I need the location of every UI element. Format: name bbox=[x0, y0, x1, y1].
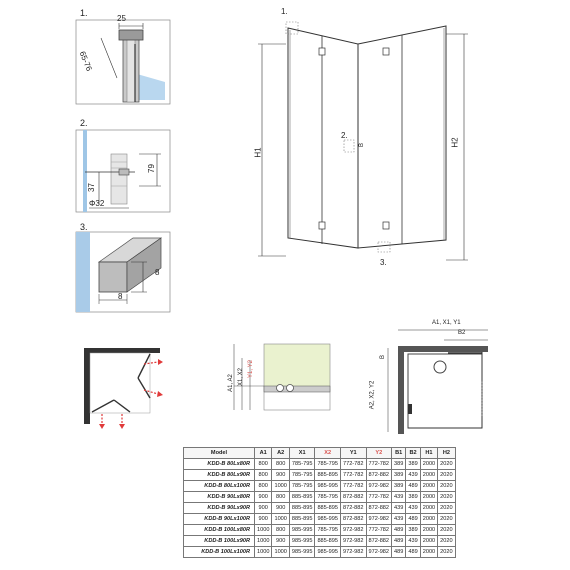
detail-3-dim-8-horizontal: 8 bbox=[118, 292, 123, 301]
cell: 2020 bbox=[438, 481, 455, 492]
table-row bbox=[184, 492, 456, 503]
front-center-b: B bbox=[359, 142, 366, 148]
cell: 885-895 bbox=[315, 536, 341, 547]
col-b1: B1 bbox=[392, 448, 406, 459]
cell: 785-795 bbox=[315, 492, 341, 503]
col-h2: H2 bbox=[438, 448, 455, 459]
table-row bbox=[184, 481, 456, 492]
cell: 885-895 bbox=[315, 470, 341, 481]
cell: 785-795 bbox=[289, 481, 315, 492]
cell: 2020 bbox=[438, 459, 455, 470]
cell: 772-782 bbox=[340, 481, 366, 492]
cell: 489 bbox=[406, 514, 420, 525]
cell: 785-795 bbox=[315, 459, 341, 470]
cell: 900 bbox=[255, 492, 272, 503]
cell: 800 bbox=[272, 459, 289, 470]
col-a2: A2 bbox=[272, 448, 289, 459]
cell: 885-895 bbox=[315, 503, 341, 514]
front-h2-label: H2 bbox=[450, 137, 460, 148]
cell: 885-895 bbox=[289, 492, 315, 503]
cell: 872-882 bbox=[366, 470, 392, 481]
cell: 985-995 bbox=[289, 547, 315, 558]
detail-1-dim-65-76: 65-76 bbox=[77, 50, 94, 73]
cell: 800 bbox=[272, 525, 289, 536]
mid-a1-a2-label: A1, A2 bbox=[227, 374, 234, 392]
front-callout-1: 1. bbox=[281, 7, 288, 16]
mid-y1-y2-label: Y1, Y2 bbox=[247, 360, 254, 378]
detail-1-dim-25: 25 bbox=[117, 14, 126, 23]
cell: 439 bbox=[392, 514, 406, 525]
col-y1: Y1 bbox=[340, 448, 366, 459]
table-row bbox=[184, 536, 456, 547]
table-header-row bbox=[184, 448, 456, 459]
cell: 2020 bbox=[438, 536, 455, 547]
cell: 972-982 bbox=[340, 525, 366, 536]
cell: 872-882 bbox=[366, 503, 392, 514]
cell: 772-782 bbox=[366, 525, 392, 536]
cell: 985-995 bbox=[289, 525, 315, 536]
plan-a1-x1-y1-text: A1, X1, Y1 bbox=[432, 320, 461, 326]
folding-plan-drawing bbox=[78, 342, 178, 432]
cell: 800 bbox=[255, 481, 272, 492]
cell: 1000 bbox=[272, 481, 289, 492]
cell: 872-882 bbox=[366, 536, 392, 547]
cell-model: KDD-B 80Lx90R bbox=[184, 470, 255, 481]
cell: 2000 bbox=[420, 503, 437, 514]
cell: 2020 bbox=[438, 547, 455, 558]
cell: 900 bbox=[255, 514, 272, 525]
cell: 439 bbox=[392, 503, 406, 514]
cell: 2000 bbox=[420, 470, 437, 481]
cell: 1000 bbox=[255, 525, 272, 536]
cell: 2020 bbox=[438, 514, 455, 525]
cell-model: KDD-B 100Lx80R bbox=[184, 525, 255, 536]
detail-2-dim-37: 37 bbox=[86, 183, 96, 192]
front-h1-label: H1 bbox=[253, 147, 263, 158]
col-x1: X1 bbox=[289, 448, 315, 459]
cell: 900 bbox=[272, 536, 289, 547]
cell-model: KDD-B 90Lx90R bbox=[184, 503, 255, 514]
cell: 439 bbox=[406, 503, 420, 514]
cell: 1000 bbox=[255, 536, 272, 547]
col-model: Model bbox=[184, 448, 255, 459]
cell: 985-995 bbox=[315, 547, 341, 558]
table-row bbox=[184, 514, 456, 525]
cell: 389 bbox=[406, 459, 420, 470]
col-b2: B2 bbox=[406, 448, 420, 459]
col-y2: Y2 bbox=[366, 448, 392, 459]
cell: 872-882 bbox=[340, 514, 366, 525]
cell: 772-782 bbox=[340, 470, 366, 481]
cell: 785-795 bbox=[315, 525, 341, 536]
step-2-label: 2. bbox=[80, 118, 88, 128]
cell: 985-995 bbox=[315, 514, 341, 525]
table-row bbox=[184, 459, 456, 470]
cell: 2000 bbox=[420, 547, 437, 558]
dimension-table bbox=[183, 447, 456, 558]
cell-model: KDD-B 100Lx100R bbox=[184, 547, 255, 558]
detail-2-dim-diameter: Φ32 bbox=[89, 199, 105, 208]
cell: 785-795 bbox=[289, 470, 315, 481]
cell: 489 bbox=[392, 547, 406, 558]
cell: 489 bbox=[406, 481, 420, 492]
cell: 900 bbox=[255, 503, 272, 514]
cell-model: KDD-B 80Lx100R bbox=[184, 481, 255, 492]
mid-x1-x2-label: X1, X2 bbox=[238, 367, 245, 387]
cell: 872-882 bbox=[340, 492, 366, 503]
cell: 972-982 bbox=[366, 481, 392, 492]
cell: 2020 bbox=[438, 492, 455, 503]
cell: 1000 bbox=[255, 547, 272, 558]
table-row bbox=[184, 503, 456, 514]
cell: 2000 bbox=[420, 514, 437, 525]
cell: 772-782 bbox=[366, 459, 392, 470]
cell: 2000 bbox=[420, 459, 437, 470]
cell: 2020 bbox=[438, 470, 455, 481]
detail-2-dim-79: 79 bbox=[146, 164, 156, 173]
cell: 2000 bbox=[420, 492, 437, 503]
cell: 985-995 bbox=[315, 481, 341, 492]
cell: 972-982 bbox=[366, 547, 392, 558]
cell: 439 bbox=[406, 536, 420, 547]
col-a1: A1 bbox=[255, 448, 272, 459]
cell: 2000 bbox=[420, 481, 437, 492]
cell: 900 bbox=[272, 503, 289, 514]
cell-model: KDD-B 80Lx80R bbox=[184, 459, 255, 470]
cell: 772-782 bbox=[340, 459, 366, 470]
cell: 2020 bbox=[438, 503, 455, 514]
plan-b-label: B bbox=[380, 354, 387, 360]
cell: 900 bbox=[272, 470, 289, 481]
table-row bbox=[184, 525, 456, 536]
plan-b2-label: B2 bbox=[458, 330, 466, 336]
cell: 489 bbox=[392, 536, 406, 547]
step-1-label: 1. bbox=[80, 8, 88, 18]
cell: 389 bbox=[392, 470, 406, 481]
front-callout-2: 2. bbox=[341, 131, 348, 140]
step-3-label: 3. bbox=[80, 222, 88, 232]
cell-model: KDD-B 90Lx100R bbox=[184, 514, 255, 525]
cell: 489 bbox=[406, 547, 420, 558]
plan-a1-x1-y1-label bbox=[432, 320, 461, 326]
plan-view-drawing bbox=[378, 320, 498, 438]
detail-3-dim-8-vertical: 8 bbox=[155, 268, 160, 277]
cell: 2000 bbox=[420, 525, 437, 536]
cell: 800 bbox=[272, 492, 289, 503]
cell: 1000 bbox=[272, 514, 289, 525]
cell: 800 bbox=[255, 459, 272, 470]
cell-model: KDD-B 90Lx80R bbox=[184, 492, 255, 503]
cell: 985-995 bbox=[289, 536, 315, 547]
cell: 972-982 bbox=[340, 547, 366, 558]
cell: 389 bbox=[392, 481, 406, 492]
cell: 2000 bbox=[420, 536, 437, 547]
cell: 439 bbox=[406, 470, 420, 481]
col-x2: X2 bbox=[315, 448, 341, 459]
col-h1: H1 bbox=[420, 448, 437, 459]
cell: 972-982 bbox=[340, 536, 366, 547]
plan-a2-x2-y2-label: A2, X2, Y2 bbox=[369, 380, 376, 410]
cell: 389 bbox=[406, 525, 420, 536]
cell: 972-982 bbox=[366, 514, 392, 525]
front-callout-3: 3. bbox=[380, 258, 387, 267]
cell-model: KDD-B 100Lx90R bbox=[184, 536, 255, 547]
cell: 872-882 bbox=[340, 503, 366, 514]
cell: 439 bbox=[392, 492, 406, 503]
table-row bbox=[184, 547, 456, 558]
cell: 785-795 bbox=[289, 459, 315, 470]
cell: 389 bbox=[392, 459, 406, 470]
table-row bbox=[184, 470, 456, 481]
cell: 772-782 bbox=[366, 492, 392, 503]
cell: 389 bbox=[406, 492, 420, 503]
cell: 885-895 bbox=[289, 503, 315, 514]
cell: 800 bbox=[255, 470, 272, 481]
cell: 1000 bbox=[272, 547, 289, 558]
cell: 2020 bbox=[438, 525, 455, 536]
cell: 489 bbox=[392, 525, 406, 536]
cell: 885-895 bbox=[289, 514, 315, 525]
